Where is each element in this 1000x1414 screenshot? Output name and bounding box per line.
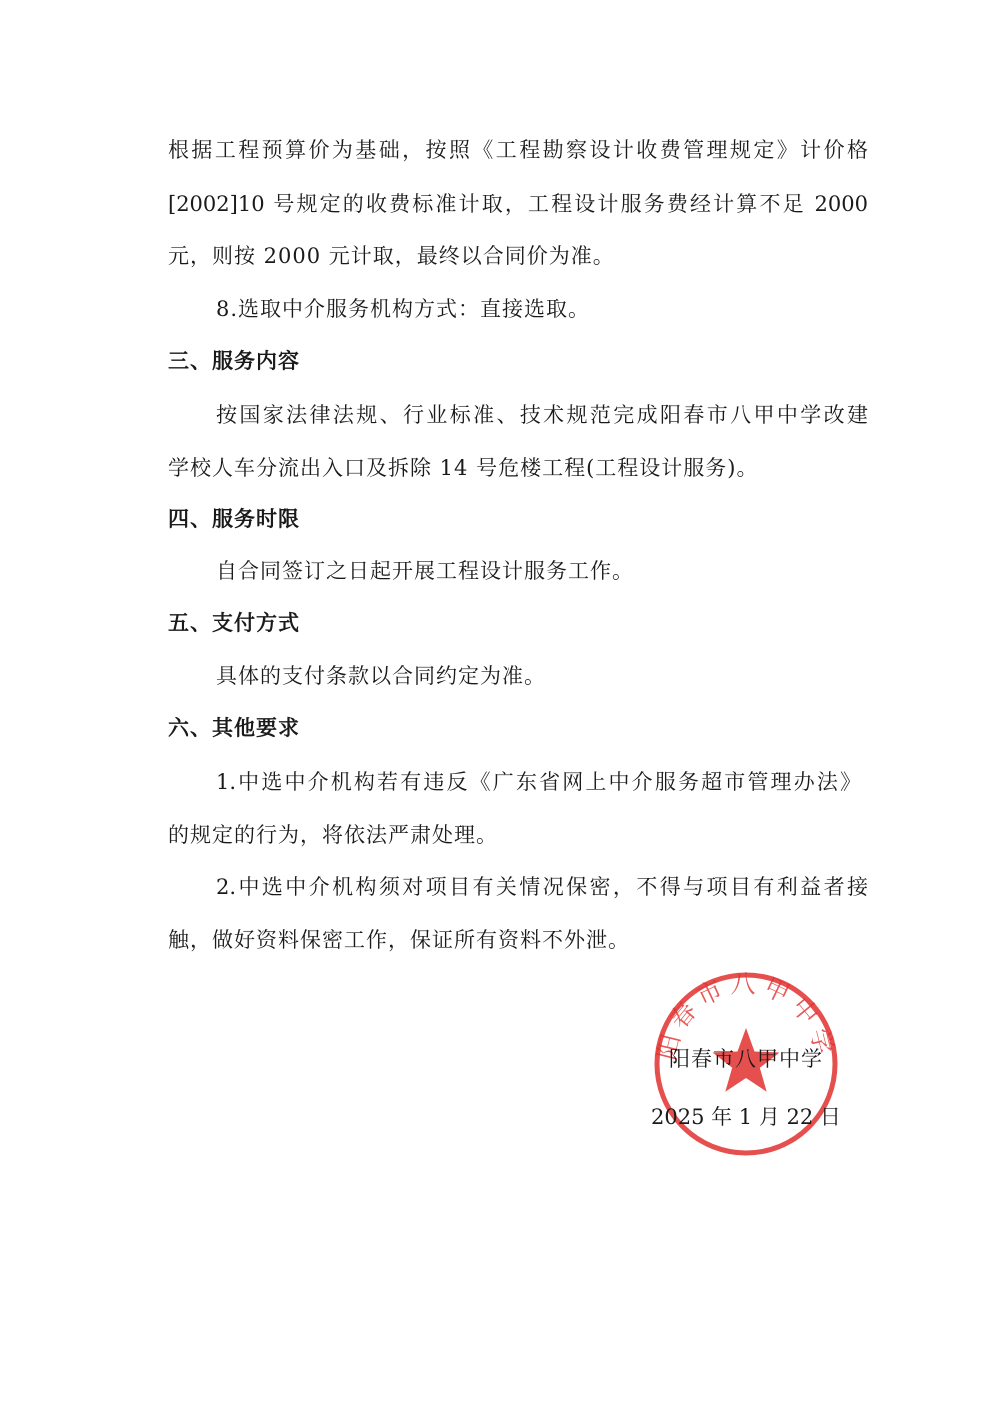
signature-org: 阳春市八甲中学 [669, 1047, 823, 1071]
period-line-1: 自合同签订之日起开展工程设计服务工作。 [216, 559, 634, 583]
other-item1-line-2: 的规定的行为，将依法严肃处理。 [168, 823, 498, 847]
other-item1-line-1: 1.中选中介机构若有违反《广东省网上中介服务超市管理办法》 [216, 770, 861, 794]
signature-date: 2025 年 1 月 22 日 [651, 1105, 841, 1129]
other-item2-line-1: 2.中选中介机构须对项目有关情况保密，不得与项目有利益者接 [216, 875, 868, 899]
seal-lettering: 阳春市八甲中学 [651, 969, 841, 1063]
section-heading-period: 四、服务时限 [168, 506, 300, 531]
other-item2-line-2: 触，做好资料保密工作，保证所有资料不外泄。 [168, 928, 630, 952]
section-heading-other: 六、其他要求 [168, 715, 300, 740]
content-line-2: 学校人车分流出入口及拆除 14 号危楼工程(工程设计服务)。 [168, 456, 759, 480]
selection-method: 8.选取中介服务机构方式：直接选取。 [216, 297, 591, 321]
fee-line-2: [2002]10 号规定的收费标准计取，工程设计服务费经计算不足 2000 [168, 192, 868, 216]
fee-line-3: 元，则按 2000 元计取，最终以合同价为准。 [168, 244, 615, 268]
payment-line-1: 具体的支付条款以合同约定为准。 [216, 664, 546, 688]
content-line-1: 按国家法律法规、行业标准、技术规范完成阳春市八甲中学改建 [216, 403, 868, 427]
section-heading-payment: 五、支付方式 [168, 610, 300, 635]
fee-line-1: 根据工程预算价为基础，按照《工程勘察设计收费管理规定》计价格 [168, 138, 868, 162]
section-heading-content: 三、服务内容 [168, 348, 300, 373]
